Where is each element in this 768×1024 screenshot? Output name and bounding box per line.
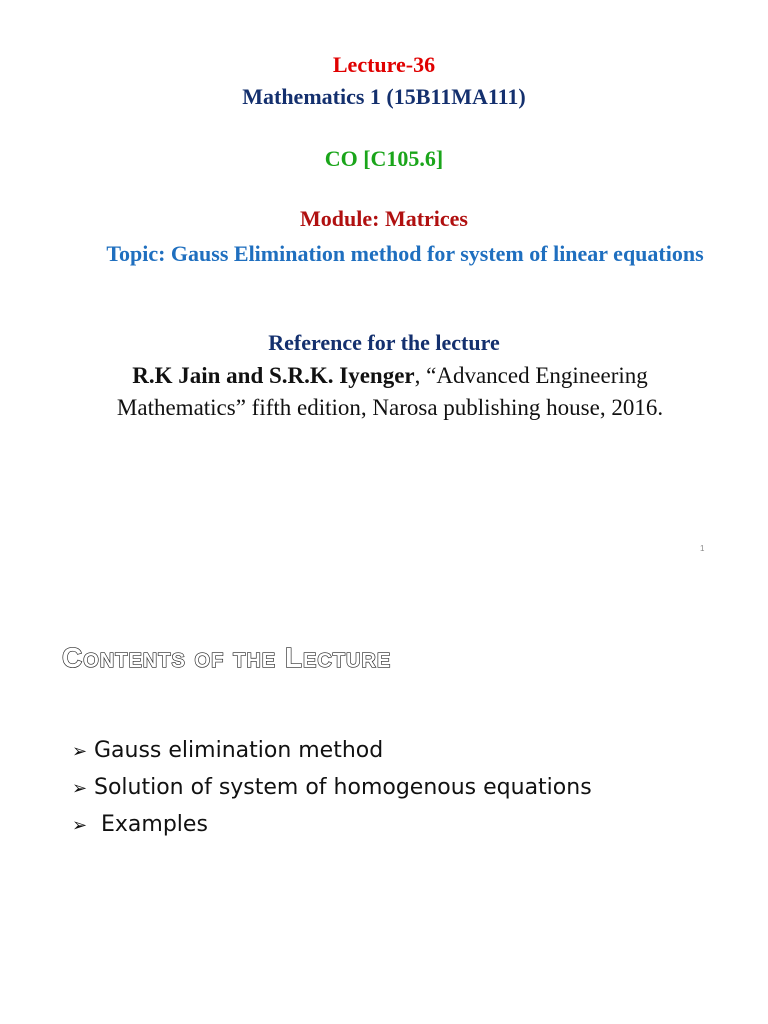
page-number: 1: [700, 544, 705, 553]
course-title: Mathematics 1 (15B11MA111): [242, 84, 526, 109]
list-item-text: Gauss elimination method: [94, 738, 384, 763]
list-item-text: Solution of system of homogenous equations: [94, 775, 592, 800]
module-title: Module: Matrices: [300, 206, 468, 231]
reference-heading: Reference for the lecture: [268, 330, 500, 355]
slide-contents: [0, 580, 768, 1024]
contents-title: Contents of the Lecture: [62, 642, 392, 673]
lecture-number: Lecture-36: [332, 52, 436, 77]
list-item: [72, 769, 592, 806]
reference-authors: R.K Jain and S.R.K. Iyenger: [132, 363, 415, 388]
list-item: [72, 732, 592, 769]
arrow-right-icon: ➢: [72, 741, 88, 762]
list-item-text: Examples: [94, 812, 208, 837]
reference-details: , “Advanced Engineering Mathematics” fifth edition, Narosa publishing house, 2016.: [116, 363, 664, 420]
contents-list: [72, 732, 592, 843]
arrow-right-icon: ➢: [72, 778, 88, 799]
topic-title: Topic: Gauss Elimination method for system of linear equations: [106, 241, 704, 266]
course-outcome: CO [C105.6]: [324, 146, 444, 171]
reference-citation: [80, 360, 700, 424]
arrow-right-icon: ➢: [72, 815, 88, 836]
list-item: [72, 806, 592, 843]
